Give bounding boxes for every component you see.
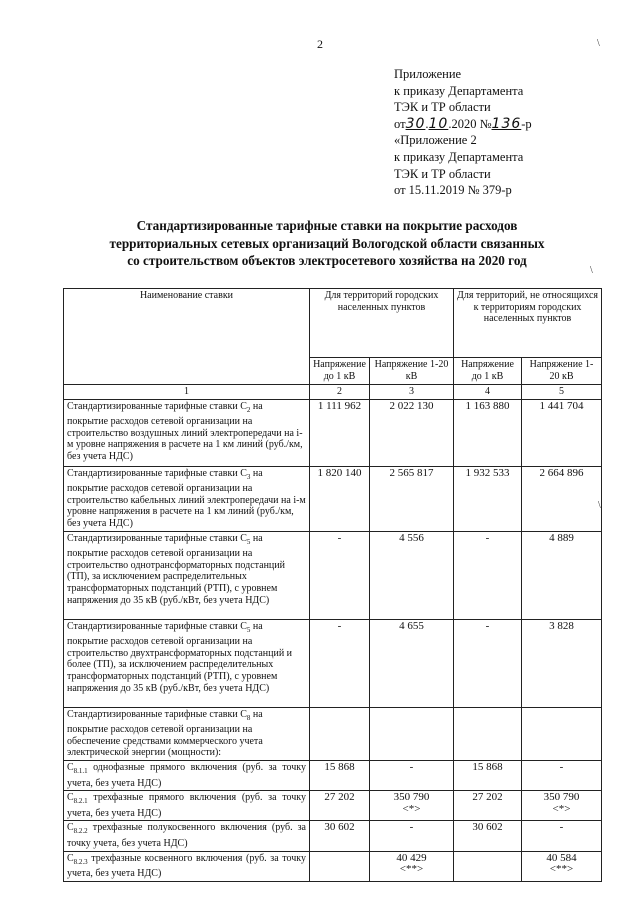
rate-value: 27 202 xyxy=(454,791,522,821)
rate-value: 40 429 xyxy=(396,851,427,864)
rate-description: Стандартизированные тарифные ставки $С_2$ на покрытие расходов сетевой организации на строительство воздушных линий электропередачи на i-м уровне напряжения в расчете на 1 км линий (руб./км, без учета НДС) xyxy=(64,399,310,466)
header-voltage-high: Напряжение 1-20 кВ xyxy=(370,358,454,385)
order-suffix: -р xyxy=(521,116,532,131)
rate-value: 1 163 880 xyxy=(454,399,522,466)
rate-value: - xyxy=(454,619,522,707)
table-row xyxy=(64,399,602,466)
header-non-urban: Для территорий, не относящихся к территориям городских населенных пунктов xyxy=(454,289,602,358)
appendix-line: к приказу Департамента xyxy=(394,83,524,98)
rate-value: 15 868 xyxy=(310,760,370,790)
appendix-line: к приказу Департамента xyxy=(394,149,524,164)
table-row xyxy=(64,466,602,531)
column-number: 2 xyxy=(310,385,370,400)
title-line: территориальных сетевых организаций Вологодской области связанных xyxy=(109,235,545,251)
order-date-line xyxy=(394,116,532,133)
appendix-line: «Приложение 2 xyxy=(394,133,477,148)
rate-value: 15 868 xyxy=(454,760,522,790)
rate-value: - xyxy=(454,531,522,619)
appendix-line: Приложение xyxy=(394,67,462,81)
rate-value: 4 889 xyxy=(522,531,602,619)
title-line: Стандартизированные тарифные ставки на покрытие расходов xyxy=(136,218,518,233)
column-number: 5 xyxy=(522,385,602,400)
column-number: 4 xyxy=(454,385,522,400)
table-row xyxy=(64,531,602,619)
footnote-marker: <**> xyxy=(399,863,424,876)
scan-speck: \ xyxy=(590,265,593,276)
rate-value: 4 556 xyxy=(370,531,454,619)
rate-value xyxy=(454,851,522,881)
rate-value: - xyxy=(522,760,602,790)
order-prefix: от xyxy=(394,116,406,131)
rate-description: Стандартизированные тарифные ставки $С_3$ на покрытие расходов сетевой организации на строительство кабельных линий электропередачи на i-м уровне напряжения в расчете на 1 км линий (руб./км, без учета НДС) xyxy=(64,466,310,531)
order-month-handwritten: 10 xyxy=(428,115,449,132)
rate-value: 3 828 xyxy=(522,619,602,707)
header-urban: Для территорий городских населенных пунктов xyxy=(310,289,454,358)
rate-value xyxy=(310,707,370,760)
rate-value-cell xyxy=(522,791,602,821)
rate-value: - xyxy=(522,821,602,851)
title-line: со строительством объектов электросетевого хозяйства на 2020 год xyxy=(127,253,527,268)
table-row xyxy=(64,791,602,821)
rate-value xyxy=(370,707,454,760)
appendix-line: ТЭК и ТР области xyxy=(394,100,491,115)
rate-value: 2 664 896 xyxy=(522,466,602,531)
rate-description: $С_{8.2.3}$ трехфазные косвенного включения (руб. за точку учета, без учета НДС) xyxy=(64,851,310,881)
rate-value: 4 655 xyxy=(370,619,454,707)
order-sep: . xyxy=(425,116,429,131)
rate-value: 2 022 130 xyxy=(370,399,454,466)
rate-value: - xyxy=(310,619,370,707)
rate-value xyxy=(522,707,602,760)
rate-description: $С_{8.2.2}$ трехфазные полукосвенного включения (руб. за точку учета, без учета НДС) xyxy=(64,821,310,851)
table-row xyxy=(64,707,602,760)
rate-value xyxy=(454,707,522,760)
column-number: 1 xyxy=(64,385,310,400)
appendix-block xyxy=(394,66,532,199)
table-row xyxy=(64,760,602,790)
rate-value-cell xyxy=(522,851,602,881)
footnote-marker: <*> xyxy=(552,802,571,815)
column-number: 3 xyxy=(370,385,454,400)
rate-value: 1 441 704 xyxy=(522,399,602,466)
document-title xyxy=(60,217,594,270)
table-row xyxy=(64,619,602,707)
scan-speck: \ xyxy=(598,500,601,511)
rate-value: 30 602 xyxy=(454,821,522,851)
scan-speck: \ xyxy=(597,38,600,49)
page-number: 2 xyxy=(317,37,323,51)
rate-description: Стандартизированные тарифные ставки $С_5$ на покрытие расходов сетевой организации на строительство однотрансформаторных подстанций (ТП), за исключением распределительных трансформаторных подстанций (РТП), с уровнем напряжения до 35 кВ (руб./кВт, без учета НДС) xyxy=(64,531,310,619)
rate-value: - xyxy=(370,760,454,790)
header-voltage-low: Напряжение до 1 кВ xyxy=(310,358,370,385)
rate-value xyxy=(310,851,370,881)
rate-value-cell xyxy=(370,791,454,821)
rate-description: Стандартизированные тарифные ставки $С_8$ на покрытие расходов сетевой организации на обеспечение средствами коммерческого учета электрической энергии (мощности): xyxy=(64,707,310,760)
header-voltage-low: Напряжение до 1 кВ xyxy=(454,358,522,385)
footnote-marker: <**> xyxy=(549,863,574,876)
rate-description: $С_{8.1.1}$ однофазные прямого включения (руб. за точку учета, без учета НДС) xyxy=(64,760,310,790)
rate-value: 350 790 xyxy=(543,791,580,804)
rate-value: 27 202 xyxy=(310,791,370,821)
rate-value-cell xyxy=(370,851,454,881)
rate-value: 1 932 533 xyxy=(454,466,522,531)
order-number-handwritten: 136 xyxy=(491,115,522,132)
footnote-marker: <*> xyxy=(402,802,421,815)
rate-value: 1 111 962 xyxy=(310,399,370,466)
table-row xyxy=(64,851,602,881)
order-day-handwritten: 30 xyxy=(405,115,426,132)
rate-value: 2 565 817 xyxy=(370,466,454,531)
tariff-rates-table xyxy=(63,288,602,882)
rate-description: $С_{8.2.1}$ трехфазные прямого включения (руб. за точку учета, без учета НДС) xyxy=(64,791,310,821)
rate-value: - xyxy=(370,821,454,851)
rate-value: 40 584 xyxy=(546,851,577,864)
appendix-line: от 15.11.2019 № 379-р xyxy=(394,183,512,198)
order-year: .2020 № xyxy=(448,116,492,131)
header-rate-name: Наименование ставки xyxy=(64,289,310,385)
header-voltage-high: Напряжение 1-20 кВ xyxy=(522,358,602,385)
rate-description: Стандартизированные тарифные ставки $С_5$ на покрытие расходов сетевой организации на строительство двухтрансформаторных подстанций и более (ТП), за исключением распределительных трансформаторных подстанций (РТП), с уровнем напряжения до 35 кВ (руб./кВт, без учета НДС) xyxy=(64,619,310,707)
rate-value: - xyxy=(310,531,370,619)
rate-value: 30 602 xyxy=(310,821,370,851)
table-row xyxy=(64,821,602,851)
rate-value: 350 790 xyxy=(393,791,430,804)
appendix-line: ТЭК и ТР области xyxy=(394,166,491,181)
rate-value: 1 820 140 xyxy=(310,466,370,531)
